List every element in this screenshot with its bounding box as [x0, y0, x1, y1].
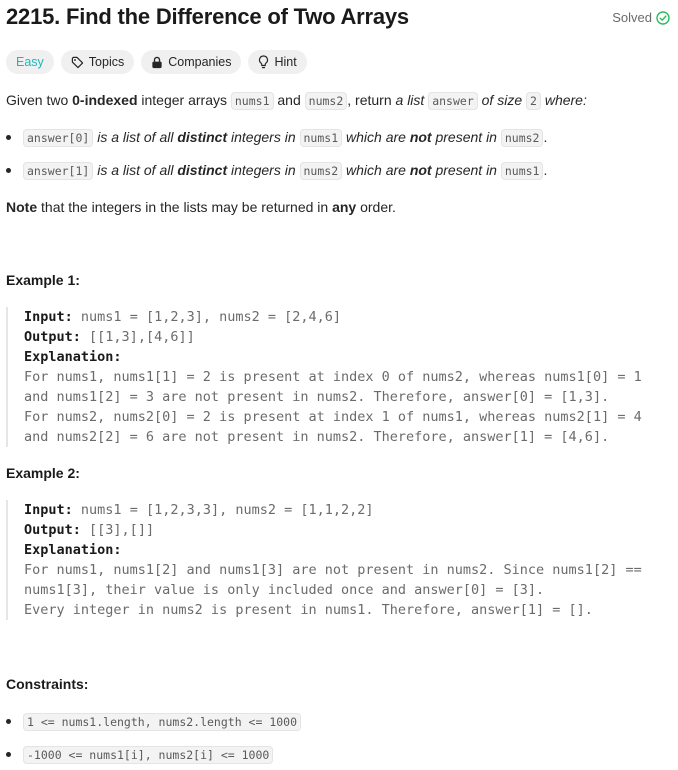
example-block: [6, 500, 642, 620]
constraint-item: [6, 711, 301, 732]
topics-button[interactable]: [61, 50, 134, 74]
bullet-dot: [6, 168, 11, 173]
desc-italic: where:: [544, 92, 587, 108]
inline-code: -1000 <= nums1[i], nums2[i] <= 1000: [23, 746, 273, 764]
bullet-text: .: [543, 129, 548, 145]
constraints-title: Constraints:: [6, 676, 89, 692]
difficulty-badge[interactable]: [6, 50, 54, 74]
constraint-item: [6, 744, 273, 765]
bullet-bold: distinct: [177, 129, 228, 145]
inline-code: answer[1]: [23, 162, 93, 180]
bullet-bold: distinct: [177, 162, 228, 178]
companies-label: Companies: [168, 55, 232, 69]
bullet-bold: not: [409, 162, 432, 178]
bullet-text: which are: [346, 162, 406, 178]
list-item: [6, 127, 547, 148]
example-key: Explanation:: [24, 542, 122, 558]
example-value: [[3],[]]: [89, 522, 155, 538]
inline-code: nums1: [231, 92, 274, 110]
example-value: [[1,3],[4,6]]: [89, 329, 195, 345]
companies-button[interactable]: [141, 50, 241, 74]
note-text: order.: [360, 199, 396, 215]
desc-text: Given two: [6, 92, 69, 108]
lock-icon: [151, 56, 163, 69]
inline-code: nums2: [501, 129, 544, 147]
check-circle-icon: [656, 11, 670, 25]
note-bold: Note: [6, 199, 38, 215]
explanation-line: nums1[3], their value is only included once and answer[0] = [3].: [24, 582, 545, 598]
explanation-line: and nums1[2] = 3 are not present in nums2. Therefore, answer[0] = [1,3].: [24, 389, 610, 405]
desc-italic: a list: [395, 92, 425, 108]
tag-icon: [71, 56, 84, 69]
example-block: [6, 307, 642, 447]
bullet-text: is a list of all: [97, 129, 174, 145]
desc-bold: 0-indexed: [72, 92, 138, 108]
bullet-text: is a list of all: [97, 162, 174, 178]
problem-description: [6, 90, 587, 111]
example-title: Example 2:: [6, 465, 80, 481]
inline-code: 2: [526, 92, 541, 110]
explanation-line: and nums2[2] = 6 are not present in nums2. Therefore, answer[1] = [4,6].: [24, 429, 610, 445]
bullet-text: integers in: [231, 129, 296, 145]
bullet-text: which are: [346, 129, 406, 145]
note-paragraph: [6, 197, 396, 217]
inline-code: answer: [428, 92, 478, 110]
difficulty-label: Easy: [16, 55, 44, 69]
topics-label: Topics: [88, 55, 125, 69]
bullet-text: present in: [435, 162, 497, 178]
inline-code: 1 <= nums1.length, nums2.length <= 1000: [23, 713, 301, 731]
explanation-line: For nums1, nums1[1] = 2 is present at index 0 of nums2, whereas nums1[0] = 1: [24, 369, 642, 385]
explanation-line: For nums2, nums2[0] = 2 is present at index 1 of nums1, whereas nums2[1] = 4: [24, 409, 642, 425]
example-key: Input:: [24, 502, 73, 518]
example-value: nums1 = [1,2,3,3], nums2 = [1,1,2,2]: [80, 502, 374, 518]
desc-italic: of size: [481, 92, 523, 108]
solved-status: [612, 10, 670, 25]
bullet-dot: [6, 752, 11, 757]
note-bold: any: [332, 199, 357, 215]
bullet-text: present in: [435, 129, 497, 145]
bullet-text: integers in: [231, 162, 296, 178]
example-key: Output:: [24, 522, 81, 538]
desc-text: integer arrays: [141, 92, 227, 108]
list-item: [6, 160, 547, 181]
desc-text: , return: [347, 92, 392, 108]
inline-code: nums2: [300, 162, 343, 180]
lightbulb-icon: [258, 55, 269, 69]
bullet-bold: not: [409, 129, 432, 145]
example-title: Example 1:: [6, 272, 80, 288]
inline-code: nums1: [300, 129, 343, 147]
bullet-dot: [6, 719, 11, 724]
inline-code: nums1: [501, 162, 544, 180]
hint-label: Hint: [274, 55, 297, 69]
hint-button[interactable]: [248, 50, 306, 74]
problem-title: 2215. Find the Difference of Two Arrays: [6, 4, 409, 29]
inline-code: answer[0]: [23, 129, 93, 147]
example-key: Explanation:: [24, 349, 122, 365]
bullet-text: .: [543, 162, 548, 178]
tag-bar: [6, 50, 307, 74]
example-value: nums1 = [1,2,3], nums2 = [2,4,6]: [80, 309, 342, 325]
note-text: that the integers in the lists may be returned in: [41, 199, 329, 215]
bullet-dot: [6, 135, 11, 140]
explanation-line: For nums1, nums1[2] and nums1[3] are not present in nums2. Since nums1[2] ==: [24, 562, 642, 578]
desc-text: and: [277, 92, 301, 108]
example-key: Input:: [24, 309, 73, 325]
example-key: Output:: [24, 329, 81, 345]
explanation-line: Every integer in nums2 is present in nums1. Therefore, answer[1] = [].: [24, 602, 593, 618]
inline-code: nums2: [305, 92, 348, 110]
solved-label: Solved: [612, 10, 652, 25]
